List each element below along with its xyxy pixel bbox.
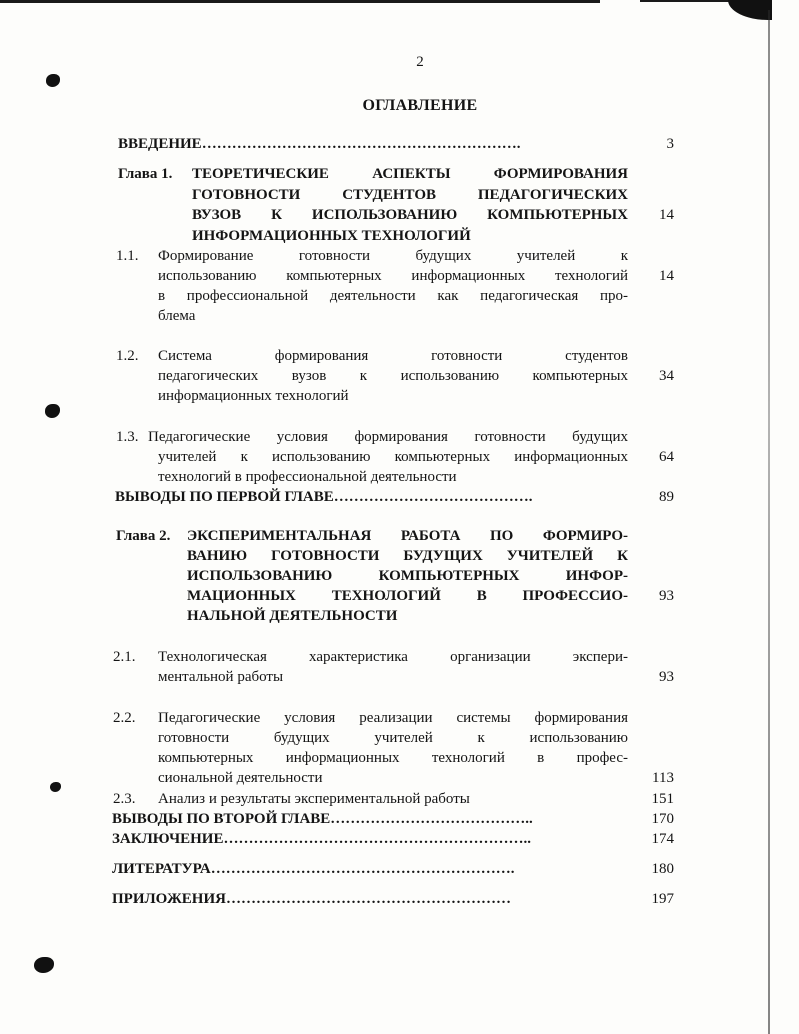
section-title-line: Система формирования готовности студентов [158, 348, 628, 364]
chapter-title-line: ВАНИЮ ГОТОВНОСТИ БУДУЩИХ УЧИТЕЛЕЙ К [187, 548, 628, 564]
scan-speck [45, 404, 60, 418]
toc-entry-introduction[interactable] [118, 134, 614, 154]
leader-dots: ………………………………………………………. [201, 136, 521, 152]
entry-label: ЛИТЕРАТУРА [112, 861, 211, 877]
scan-corner-mark [728, 0, 772, 20]
chapter-title-line: ИСПОЛЬЗОВАНИЮ КОМПЬЮТЕРНЫХ ИНФОР- [187, 568, 628, 584]
section-title-line: в профессиональной деятельности как педагогическая про- [158, 288, 628, 304]
entry-page-number: 3 [666, 136, 674, 152]
section-title-line: сиональной деятельности [158, 770, 323, 786]
toc-entry-appendices[interactable] [112, 889, 622, 909]
entry-page-number: 113 [652, 770, 674, 786]
chapter-title-line: ТЕОРЕТИЧЕСКИЕ АСПЕКТЫ ФОРМИРОВАНИЯ [192, 166, 628, 182]
toc-entry-section-2-3[interactable]: Анализ и результаты экспериментальной работы [158, 791, 470, 807]
scan-right-edge [768, 10, 770, 1034]
leader-dots: …………………………………………………….. [223, 831, 531, 847]
chapter-title-line: НАЛЬНОЙ ДЕЯТЕЛЬНОСТИ [187, 608, 398, 624]
chapter-prefix: Глава 2. [116, 528, 171, 544]
toc-entry-chapter-2-conclusions[interactable] [112, 809, 620, 829]
leader-dots: ………………………………….. [330, 811, 533, 827]
scan-speck [50, 782, 61, 792]
section-number: 2.2. [113, 710, 136, 726]
chapter-prefix: Глава 1. [118, 166, 173, 182]
section-title-line: ментальной работы [158, 669, 284, 685]
section-title-line: Технологическая характеристика организации экспери- [158, 649, 628, 665]
section-title-line: Педагогические условия реализации системы формирования [158, 710, 628, 726]
toc-entry-conclusion[interactable] [112, 829, 624, 849]
page-number: 2 [416, 54, 424, 70]
section-title-line: педагогических вузов к использованию компьютерных [158, 368, 628, 384]
section-title-line: Формирование готовности будущих учителей к [158, 248, 628, 264]
entry-page-number: 64 [659, 449, 674, 465]
chapter-title-line: ВУЗОВ К ИСПОЛЬЗОВАНИЮ КОМПЬЮТЕРНЫХ [192, 207, 628, 223]
entry-page-number: 93 [659, 588, 674, 604]
section-title-line: технологий в профессиональной деятельности [158, 469, 457, 485]
toc-entry-chapter-1-conclusions[interactable] [115, 487, 623, 507]
entry-page-number: 170 [651, 811, 674, 827]
leader-dots: ……………………………………………………. [210, 861, 515, 877]
section-number: 2.3. [113, 791, 136, 807]
leader-dots: …………………………………. [333, 489, 533, 505]
section-title-line: готовности будущих учителей к использованию [158, 730, 628, 746]
scan-speck [46, 74, 60, 87]
section-number: 2.1. [113, 649, 136, 665]
entry-page-number: 151 [651, 791, 674, 807]
leader-dots: ………………………………………………… [225, 891, 511, 907]
entry-page-number: 14 [659, 207, 674, 223]
entry-label: ЗАКЛЮЧЕНИЕ [112, 831, 224, 847]
scan-top-border [0, 0, 600, 3]
entry-page-number: 89 [659, 489, 674, 505]
section-number: 1.2. [116, 348, 139, 364]
scan-speck [34, 957, 54, 973]
chapter-title-line: ЭКСПЕРИМЕНТАЛЬНАЯ РАБОТА ПО ФОРМИРО- [187, 528, 628, 544]
entry-label: ВЫВОДЫ ПО ПЕРВОЙ ГЛАВЕ [115, 489, 334, 505]
entry-page-number: 93 [659, 669, 674, 685]
section-title-line: информационных технологий [158, 388, 349, 404]
toc-entry-literature[interactable] [112, 859, 622, 879]
scan-top-border-segment [640, 0, 730, 2]
chapter-title-line: МАЦИОННЫХ ТЕХНОЛОГИЙ В ПРОФЕССИО- [187, 588, 628, 604]
entry-label: ВЫВОДЫ ПО ВТОРОЙ ГЛАВЕ [112, 811, 331, 827]
section-title-line: компьютерных информационных технологий в профес- [158, 750, 628, 766]
section-number: 1.1. [116, 248, 139, 264]
entry-page-number: 34 [659, 368, 674, 384]
entry-label: ПРИЛОЖЕНИЯ [112, 891, 226, 907]
entry-page-number: 197 [651, 891, 674, 907]
chapter-title-line: ИНФОРМАЦИОННЫХ ТЕХНОЛОГИЙ [192, 228, 471, 244]
entry-page-number: 174 [651, 831, 674, 847]
section-title-line: блема [158, 308, 196, 324]
section-number: 1.3. [116, 429, 139, 445]
section-title-line: учителей к использованию компьютерных информационных [158, 449, 628, 465]
entry-page-number: 14 [659, 268, 674, 284]
chapter-title-line: ГОТОВНОСТИ СТУДЕНТОВ ПЕДАГОГИЧЕСКИХ [192, 187, 628, 203]
entry-page-number: 180 [651, 861, 674, 877]
toc-title: ОГЛАВЛЕНИЕ [362, 97, 478, 114]
section-title-line: использованию компьютерных информационных технологий [158, 268, 628, 284]
entry-label: ВВЕДЕНИЕ [118, 136, 202, 152]
section-title-line: Педагогические условия формирования готовности будущих [148, 429, 628, 445]
